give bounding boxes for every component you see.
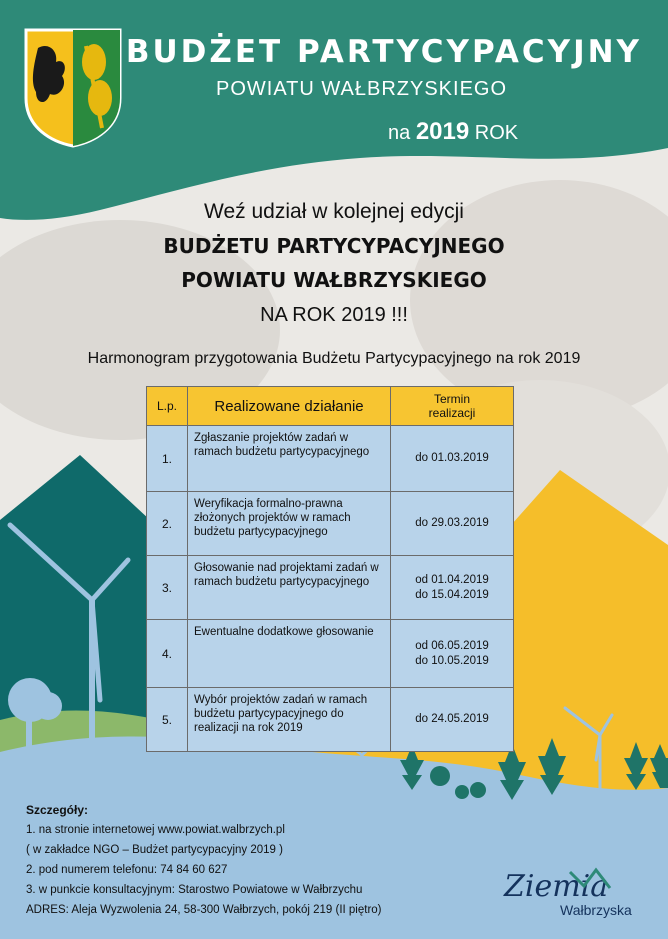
row-description: Weryfikacja formalno-prawna złożonych projektów w ramach budżetu partycypacyjnego — [188, 492, 391, 556]
header-term — [391, 387, 514, 426]
row-date — [391, 620, 514, 688]
row-description: Głosowanie nad projektami zadań w ramach budżetu partycypacyjnego — [188, 556, 391, 620]
intro-line-2: BUDŻETU PARTYCYPACYJNEGO — [163, 234, 505, 258]
row-number: 4. — [147, 620, 188, 688]
details-line-5: ADRES: Aleja Wyzwolenia 24, 58-300 Wałbrzych, pokój 219 (II piętro) — [26, 904, 382, 916]
header-term-line-2: realizacji — [428, 406, 476, 420]
page-title: BUDŻET PARTYCYPACYJNY — [125, 34, 642, 70]
details-line-3: 2. pod numerem telefonu: 74 84 60 627 — [26, 864, 228, 876]
details-line-1: 1. na stronie internetowej www.powiat.walbrzych.pl — [26, 824, 285, 836]
row-date — [391, 556, 514, 620]
row-number: 2. — [147, 492, 188, 556]
row-date — [391, 426, 514, 492]
table-row — [147, 688, 514, 752]
details-section — [26, 800, 382, 920]
row-date-2: do 15.04.2019 — [415, 588, 489, 601]
logo-subtitle: Wałbrzyska — [560, 902, 632, 918]
schedule-title: Harmonogram przygotowania Budżetu Partycypacyjnego na rok 2019 — [87, 350, 581, 367]
header-lp: L.p. — [147, 387, 188, 426]
row-number: 3. — [147, 556, 188, 620]
row-date-1: do 24.05.2019 — [415, 713, 489, 725]
row-description: Ewentualne dodatkowe głosowanie — [188, 620, 391, 688]
intro-line-1: Weź udział w kolejnej edycji — [204, 200, 464, 223]
header-term-line-1: Termin — [433, 392, 470, 406]
row-date-1: od 06.05.2019 — [415, 639, 489, 652]
header-action: Realizowane działanie — [188, 387, 391, 426]
row-date-1: do 29.03.2019 — [415, 517, 489, 529]
intro-line-4: NA ROK 2019 !!! — [260, 304, 408, 326]
row-description: Zgłaszanie projektów zadań w ramach budżetu partycypacyjnego — [188, 426, 391, 492]
table-header-row — [147, 387, 514, 426]
details-heading: Szczegóły: — [26, 803, 89, 817]
year-label — [388, 118, 518, 146]
row-date-1: od 01.04.2019 — [415, 573, 489, 586]
year-value: 2019 — [415, 118, 470, 145]
year-suffix: ROK — [474, 122, 519, 144]
intro-line-3: POWIATU WAŁBRZYSKIEGO — [181, 268, 487, 292]
row-date-2: do 10.05.2019 — [415, 654, 489, 667]
row-date — [391, 492, 514, 556]
logo-text: Ziemia — [504, 869, 609, 904]
row-date — [391, 688, 514, 752]
year-prefix: na — [388, 122, 411, 144]
table-row — [147, 620, 514, 688]
details-line-4: 3. w punkcie konsultacyjnym: Starostwo Powiatowe w Wałbrzychu — [26, 884, 363, 896]
table-row — [147, 492, 514, 556]
row-number: 1. — [147, 426, 188, 492]
row-number: 5. — [147, 688, 188, 752]
details-line-2: ( w zakładce NGO – Budżet partycypacyjny 2019 ) — [26, 844, 283, 856]
schedule-table — [146, 386, 514, 752]
row-description: Wybór projektów zadań w ramach budżetu partycypacyjnego do realizacji na rok 2019 — [188, 688, 391, 752]
table-row — [147, 426, 514, 492]
page-subtitle: POWIATU WAŁBRZYSKIEGO — [216, 78, 508, 100]
row-date-1: do 01.03.2019 — [415, 452, 489, 464]
table-row — [147, 556, 514, 620]
